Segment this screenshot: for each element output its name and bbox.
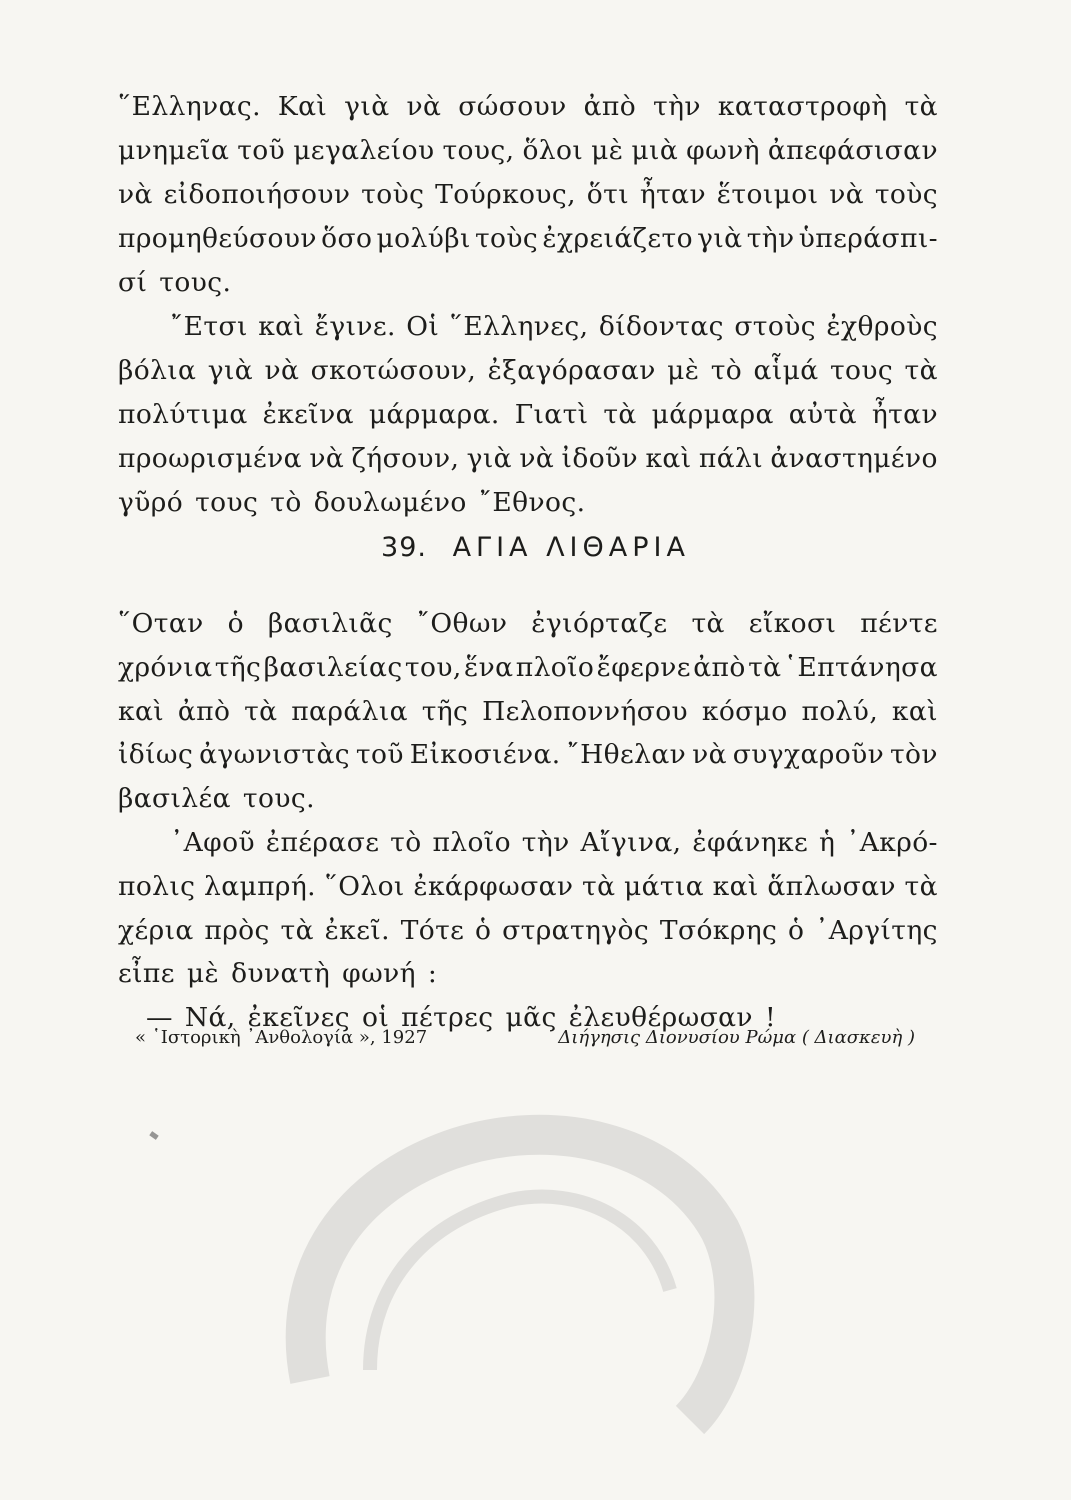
word: αἷμά (753, 355, 819, 386)
word: πολις (118, 870, 196, 902)
word: πλοῖο (432, 826, 511, 858)
word: μὲ (667, 355, 700, 386)
word: πολύτιμα (118, 399, 248, 430)
text-line (118, 821, 938, 865)
word: τοὺς (874, 179, 938, 210)
word: βασιλείας (263, 651, 403, 683)
text-line (118, 217, 938, 261)
text-line (118, 646, 938, 690)
word: ἐξαγόρασαν (487, 355, 656, 386)
word: τοὺς (474, 223, 539, 254)
word: αὐτὰ (788, 399, 857, 430)
word: ὅτι (586, 179, 629, 210)
word: μὲ (186, 958, 220, 990)
word: Εἰκοσιένα. (409, 739, 561, 771)
word: τὴν (653, 91, 701, 122)
word: μεγαλείου (293, 135, 435, 166)
word: καὶ (118, 695, 165, 727)
word: ἀπεφάσισαν (767, 135, 938, 166)
text-line (118, 733, 938, 777)
word: νὰ (309, 443, 345, 474)
word: ἐκεῖ. (324, 914, 390, 946)
word: τους, (442, 135, 515, 166)
word: μνημεῖα (118, 135, 230, 166)
word: παράλια (291, 695, 408, 727)
word: βόλια (118, 355, 197, 386)
word: Τούρκους, (435, 179, 576, 210)
word: γιὰ (697, 223, 743, 254)
word: νὰ (519, 443, 555, 474)
word: τους (195, 487, 259, 518)
word: πέτρες (401, 1002, 494, 1034)
word: ἐκεῖνα (262, 399, 354, 430)
word: τὰ (748, 651, 782, 683)
word: ἕνα (464, 651, 514, 683)
word: προωρισμένα (118, 443, 302, 474)
chapter-heading (0, 532, 1071, 563)
ink-speck (149, 1131, 158, 1140)
text-line (118, 393, 938, 437)
word: λαμπρή. (204, 870, 317, 902)
word: — (146, 1002, 173, 1034)
word: νὰ (118, 179, 153, 210)
word: καὶ (712, 870, 759, 902)
word: γιὰ (466, 443, 512, 474)
word: Νά, (184, 1002, 236, 1034)
word: : (427, 958, 438, 990)
word: βασιλιᾶς (267, 608, 393, 639)
word: μᾶς (505, 1002, 557, 1034)
word: ῞Οταν (118, 608, 204, 639)
word: ἡ (818, 826, 836, 858)
word: ἐχρειάζετο (542, 223, 693, 254)
word: γιὰ (207, 355, 254, 386)
word: Τσόκρης (659, 914, 778, 946)
word: τὰ (691, 608, 725, 639)
word: πέντε (860, 608, 938, 639)
text-line (118, 437, 938, 481)
word: δυνατὴ (231, 958, 331, 990)
word: κόσμο (701, 695, 788, 727)
word: ῾Επτάνησα (783, 651, 938, 683)
word: τῆς (421, 695, 469, 727)
word: τὰ (904, 355, 938, 386)
word: ῎Ηθελαν (566, 739, 687, 771)
word: ῞Ελληνας. (118, 91, 261, 122)
word: πρὸς (204, 914, 270, 946)
word: τὰ (280, 914, 314, 946)
word: καταστροφὴ (717, 91, 888, 122)
word: μάρμαρα (651, 399, 774, 430)
word: Τότε (400, 914, 465, 946)
text-line (118, 481, 938, 525)
word: ἐκάρφωσαν (413, 870, 574, 902)
word: βασιλέα (118, 783, 231, 815)
word: τὰ (904, 870, 938, 902)
text-line (118, 349, 938, 393)
text-line (118, 865, 938, 909)
word: ἀπὸ (693, 651, 746, 683)
word: μὲ (591, 135, 624, 166)
chapter-title: ΑΓΙΑ ΛΙΘΑΡΙΑ (452, 532, 690, 563)
word: δουλωμένο (313, 487, 467, 518)
word: τὰ (904, 91, 938, 122)
word: τους (829, 355, 894, 386)
word: ἰδίως (118, 739, 194, 771)
word: νὰ (829, 179, 864, 210)
word: ῞Ελληνες, (449, 311, 589, 342)
word: τὰ (603, 399, 637, 430)
word: τους. (242, 783, 315, 815)
word: ὅσο (321, 223, 373, 254)
word: χέρια (118, 914, 194, 946)
word: ὁ (788, 914, 805, 946)
word: Αἴγινα, (580, 826, 682, 858)
word: καὶ (645, 443, 692, 474)
word: ἐλευθέρωσαν (568, 1002, 753, 1034)
word: τοῦ (355, 739, 404, 771)
word: τὰ (582, 870, 616, 902)
word: εἶπε (118, 958, 175, 990)
word: Πελοποννήσου (482, 695, 689, 727)
text-line (118, 602, 938, 646)
word: ῞Ολοι (324, 870, 405, 902)
word: γιὰ (344, 91, 390, 122)
word: τὰ (244, 695, 278, 727)
word: ζήσουν, (351, 443, 460, 474)
word: ὑπεράσπι- (798, 223, 938, 254)
word: ! (764, 1002, 776, 1034)
source-anthology: « ῾Ιστορικὴ ᾿Ανθολογία », 1927 (135, 1027, 428, 1048)
word: ᾿Ακρό- (846, 826, 938, 858)
word: γῦρό (118, 487, 184, 518)
word: εἰδοποιήσουν (163, 179, 351, 210)
text-line (118, 909, 938, 953)
word: μάρμαρα. (368, 399, 500, 430)
text-line (118, 129, 938, 173)
word: μολύβι (376, 223, 471, 254)
word: ἀναστημένο (770, 443, 938, 474)
word: τοῦ (237, 135, 286, 166)
paragraph-holy-stones (118, 602, 938, 1040)
word: ἐγιόρταζε (531, 608, 668, 639)
word: συγχαροῦν (732, 739, 885, 771)
word: ἀπὸ (583, 91, 637, 122)
chapter-number: 39. (381, 532, 427, 563)
word: ῎Οθων (416, 608, 508, 639)
word: ὁ (227, 608, 244, 639)
word: ῎Ετσι (170, 311, 248, 342)
text-line (118, 777, 938, 821)
word: σώσουν (458, 91, 567, 122)
word: τῆς (214, 651, 262, 683)
word: πολύ, (801, 695, 879, 727)
word: τὴν (746, 223, 795, 254)
word: ἐχθροὺς (826, 311, 938, 342)
word: Οἱ (406, 311, 440, 342)
word: τὸ (270, 487, 302, 518)
word: ἕτοιμοι (716, 179, 819, 210)
word: πλοῖο (515, 651, 595, 683)
word: ἀγωνιστὰς (199, 739, 351, 771)
word: σί (118, 267, 148, 298)
word: ἐπέρασε (265, 826, 380, 858)
word: ἐφάνηκε (692, 826, 809, 858)
text-line (118, 952, 938, 996)
word: Καὶ (277, 91, 328, 122)
word: νὰ (264, 355, 300, 386)
word: τὸ (390, 826, 422, 858)
word: καὶ (258, 311, 305, 342)
word: εἴκοσι (748, 608, 837, 639)
word: ᾿Αφοῦ (170, 826, 256, 858)
bleed-through-horse-head-illustration (250, 1080, 770, 1440)
word: οἱ (362, 1002, 390, 1034)
word: στρατηγὸς (502, 914, 650, 946)
word: φωνή (342, 958, 416, 990)
word: τὴν (521, 826, 570, 858)
word: μάτια (624, 870, 705, 902)
source-narration: Διήγησις Διονυσίου Ρώμα ( Διασκευὴ ) (558, 1027, 915, 1048)
word: Γιατὶ (514, 399, 589, 430)
word: ἐκεῖνες (247, 1002, 351, 1034)
word: ῎Εθνος. (478, 487, 586, 518)
word: ὁ (475, 914, 492, 946)
word: ὅλοι (522, 135, 584, 166)
word: τὸν (890, 739, 938, 771)
word: ἀπὸ (177, 695, 231, 727)
word: ἔφερνε (596, 651, 691, 683)
word: ἦταν (639, 179, 706, 210)
word: προμηθεύσουν (118, 223, 317, 254)
word: ἰδοῦν (561, 443, 639, 474)
text-line (118, 305, 938, 349)
word: πάλι (698, 443, 763, 474)
word: του, (404, 651, 462, 683)
word: ᾿Αργίτης (815, 914, 938, 946)
word: μιὰ (631, 135, 679, 166)
word: φωνὴ (686, 135, 760, 166)
text-line (118, 261, 938, 305)
word: δίδοντας (598, 311, 724, 342)
word: τοὺς (361, 179, 425, 210)
word: νὰ (406, 91, 442, 122)
word: ἅπλωσαν (767, 870, 896, 902)
word: καὶ (891, 695, 938, 727)
word: ἦταν (871, 399, 938, 430)
word: ἔγινε. (314, 311, 396, 342)
text-line (118, 85, 938, 129)
text-line (118, 173, 938, 217)
paragraph-marbles (118, 85, 938, 525)
word: τους. (159, 267, 232, 298)
word: στοὺς (734, 311, 816, 342)
word: σκοτώσουν, (310, 355, 477, 386)
source-citation (135, 1027, 915, 1048)
word: τὸ (710, 355, 743, 386)
word: χρόνια (118, 651, 213, 683)
word: νὰ (692, 739, 727, 771)
text-line (118, 690, 938, 734)
